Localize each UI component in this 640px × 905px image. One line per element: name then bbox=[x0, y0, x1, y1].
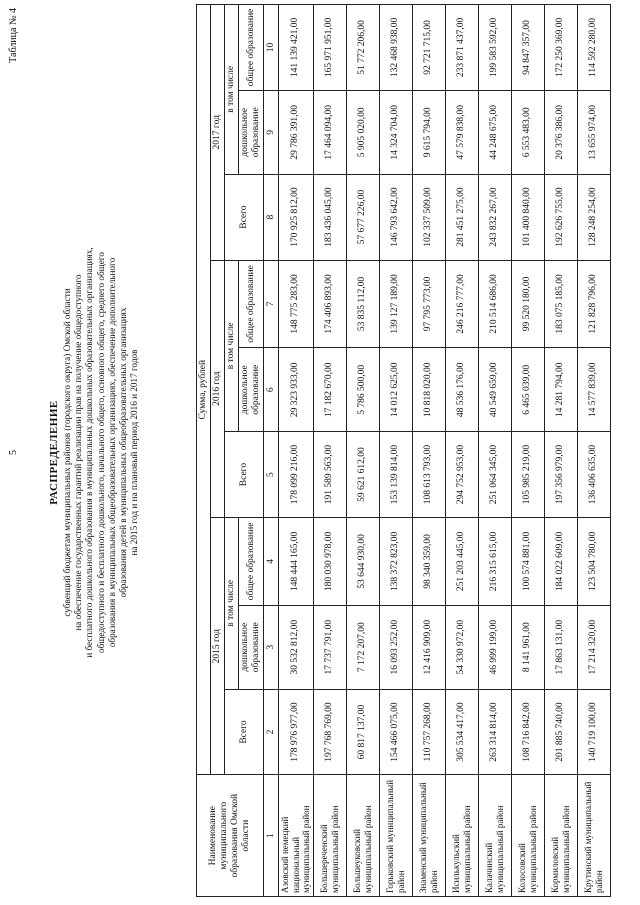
amount-cell: 59 621 612,00 bbox=[346, 432, 379, 518]
table-row bbox=[346, 5, 379, 897]
amount-cell: 146 793 642,00 bbox=[379, 174, 412, 260]
amount-cell: 17 464 094,00 bbox=[313, 90, 346, 174]
amount-cell: 12 416 909,00 bbox=[412, 605, 445, 689]
table-row bbox=[379, 5, 412, 897]
amount-cell: 184 022 609,00 bbox=[544, 517, 577, 605]
amount-cell: 183 436 045,00 bbox=[313, 174, 346, 260]
title-line: на обеспечение государственных гарантий реализации прав на получение общедоступного bbox=[73, 274, 84, 631]
amount-cell: 140 719 100,00 bbox=[577, 689, 610, 775]
amount-cell: 6 465 039,00 bbox=[511, 348, 544, 432]
amount-cell: 121 828 796,00 bbox=[577, 260, 610, 348]
amount-cell: 251 064 345,00 bbox=[478, 432, 511, 518]
amount-cell: 94 847 357,00 bbox=[511, 5, 544, 91]
year-header: 2017 год bbox=[211, 5, 225, 261]
amount-cell: 172 250 369,00 bbox=[544, 5, 577, 91]
amount-cell: 138 372 823,00 bbox=[379, 517, 412, 605]
amount-cell: 148 775 283,00 bbox=[279, 260, 314, 348]
year-header: 2015 год bbox=[211, 517, 225, 774]
amount-cell: 216 315 615,00 bbox=[478, 517, 511, 605]
municipality-name: Колосовский муниципальный район bbox=[511, 775, 544, 897]
table-row bbox=[313, 5, 346, 897]
total-header: Всего bbox=[225, 432, 264, 518]
amount-cell: 5 786 500,00 bbox=[346, 348, 379, 432]
amount-cell: 154 466 075,00 bbox=[379, 689, 412, 775]
municipality-name: Горьковский муниципальный район bbox=[379, 775, 412, 897]
amount-cell: 136 406 635,00 bbox=[577, 432, 610, 518]
column-index: 3 bbox=[264, 605, 279, 689]
title-block bbox=[48, 95, 140, 810]
table-row bbox=[511, 5, 544, 897]
table-row bbox=[478, 5, 511, 897]
amount-cell: 174 406 893,00 bbox=[313, 260, 346, 348]
amount-cell: 192 626 755,00 bbox=[544, 174, 577, 260]
municipality-name: Азовский немецкий национальный муниципальный район bbox=[279, 775, 314, 897]
page-number: 5 bbox=[8, 450, 19, 455]
municipality-name: Исилькульский муниципальный район bbox=[445, 775, 478, 897]
preschool-header: дошкольное образование bbox=[239, 348, 264, 432]
amount-cell: 14 324 704,00 bbox=[379, 90, 412, 174]
column-index: 5 bbox=[264, 432, 279, 518]
amount-cell: 165 971 951,00 bbox=[313, 5, 346, 91]
column-index: 9 bbox=[264, 90, 279, 174]
amount-cell: 48 536 176,00 bbox=[445, 348, 478, 432]
amount-cell: 9 615 794,00 bbox=[412, 90, 445, 174]
amount-cell: 10 818 020,00 bbox=[412, 348, 445, 432]
amount-cell: 92 721 715,00 bbox=[412, 5, 445, 91]
amount-cell: 51 772 206,00 bbox=[346, 5, 379, 91]
municipality-name: Крутинский муниципальный район bbox=[577, 775, 610, 897]
preschool-header: дошкольное образование bbox=[239, 90, 264, 174]
amount-cell: 210 514 686,00 bbox=[478, 260, 511, 348]
amount-cell: 141 139 421,00 bbox=[279, 5, 314, 91]
title-line: образования детей в муниципальных общеобразовательных организациях bbox=[118, 307, 129, 598]
amount-cell: 8 141 961,00 bbox=[511, 605, 544, 689]
amount-cell: 197 768 769,00 bbox=[313, 689, 346, 775]
amount-cell: 14 012 625,00 bbox=[379, 348, 412, 432]
municipality-name: Большеуковский муниципальный район bbox=[346, 775, 379, 897]
amount-cell: 123 504 780,00 bbox=[577, 517, 610, 605]
amount-cell: 53 835 112,00 bbox=[346, 260, 379, 348]
table-row bbox=[544, 5, 577, 897]
amount-cell: 132 468 938,00 bbox=[379, 5, 412, 91]
amount-cell: 153 139 814,00 bbox=[379, 432, 412, 518]
amount-cell: 13 655 974,00 bbox=[577, 90, 610, 174]
column-index: 6 bbox=[264, 348, 279, 432]
amount-cell: 183 075 185,00 bbox=[544, 260, 577, 348]
amount-cell: 30 532 812,00 bbox=[279, 605, 314, 689]
table-row bbox=[445, 5, 478, 897]
column-index: 4 bbox=[264, 517, 279, 605]
year-header: 2016 год bbox=[211, 260, 225, 517]
amount-cell: 148 444 165,00 bbox=[279, 517, 314, 605]
total-header: Всего bbox=[225, 174, 264, 260]
amount-cell: 108 716 842,00 bbox=[511, 689, 544, 775]
amount-cell: 199 583 592,00 bbox=[478, 5, 511, 91]
amount-cell: 54 330 972,00 bbox=[445, 605, 478, 689]
column-index: 2 bbox=[264, 689, 279, 775]
amount-cell: 170 925 812,00 bbox=[279, 174, 314, 260]
including-header: в том числе bbox=[225, 260, 239, 432]
amount-cell: 233 871 437,00 bbox=[445, 5, 478, 91]
title-line: общедоступного и бесплатного дошкольного, начального общего, основного общего, среднего общего bbox=[95, 252, 106, 653]
amount-cell: 108 613 793,00 bbox=[412, 432, 445, 518]
amount-cell: 7 172 207,00 bbox=[346, 605, 379, 689]
amount-cell: 17 863 131,00 bbox=[544, 605, 577, 689]
column-index: 1 bbox=[264, 775, 279, 897]
amount-cell: 6 553 483,00 bbox=[511, 90, 544, 174]
column-index: 7 bbox=[264, 260, 279, 348]
municipality-name: Знаменский муниципальный район bbox=[412, 775, 445, 897]
amount-cell: 46 999 199,00 bbox=[478, 605, 511, 689]
column-index: 8 bbox=[264, 174, 279, 260]
amount-cell: 102 337 509,00 bbox=[412, 174, 445, 260]
amount-cell: 16 093 252,00 bbox=[379, 605, 412, 689]
amount-cell: 191 589 563,00 bbox=[313, 432, 346, 518]
amount-cell: 17 182 670,00 bbox=[313, 348, 346, 432]
amount-cell: 263 314 814,00 bbox=[478, 689, 511, 775]
title-line: на 2015 год и на плановый период 2016 и 2017 годов bbox=[129, 349, 140, 556]
amount-cell: 60 817 137,00 bbox=[346, 689, 379, 775]
preschool-header: дошкольное образование bbox=[239, 605, 264, 689]
amount-cell: 29 323 933,00 bbox=[279, 348, 314, 432]
table-row bbox=[577, 5, 610, 897]
amount-cell: 294 752 953,00 bbox=[445, 432, 478, 518]
amount-cell: 101 400 840,00 bbox=[511, 174, 544, 260]
amount-cell: 40 549 659,00 bbox=[478, 348, 511, 432]
municipality-column-header: Наименование муниципального образования Омской области bbox=[197, 775, 264, 897]
amount-cell: 17 737 791,00 bbox=[313, 605, 346, 689]
general-header: общее образование bbox=[239, 5, 264, 91]
amount-cell: 100 574 881,00 bbox=[511, 517, 544, 605]
amount-cell: 197 356 979,00 bbox=[544, 432, 577, 518]
general-header: общее образование bbox=[239, 517, 264, 605]
amount-cell: 99 520 180,00 bbox=[511, 260, 544, 348]
amount-cell: 128 248 254,00 bbox=[577, 174, 610, 260]
amount-cell: 14 281 794,00 bbox=[544, 348, 577, 432]
amount-cell: 201 885 740,00 bbox=[544, 689, 577, 775]
amount-cell: 44 248 675,00 bbox=[478, 90, 511, 174]
table-row bbox=[412, 5, 445, 897]
amount-cell: 281 451 275,00 bbox=[445, 174, 478, 260]
title-line: и бесплатного дошкольного образования в муниципальных дошкольных образовательных организациях, bbox=[84, 247, 95, 658]
total-header: Всего bbox=[225, 689, 264, 775]
amount-cell: 97 795 773,00 bbox=[412, 260, 445, 348]
amount-cell: 105 985 219,00 bbox=[511, 432, 544, 518]
column-index: 10 bbox=[264, 5, 279, 91]
distribution-table bbox=[196, 4, 611, 897]
amount-cell: 14 577 839,00 bbox=[577, 348, 610, 432]
table-number: Таблица № 4 bbox=[8, 8, 19, 63]
including-header: в том числе bbox=[225, 5, 239, 175]
including-header: в том числе bbox=[225, 517, 239, 689]
document-heading: РАСПРЕДЕЛЕНИЕ bbox=[48, 400, 60, 505]
table-row bbox=[279, 5, 314, 897]
general-header: общее образование bbox=[239, 260, 264, 348]
amount-cell: 53 644 930,00 bbox=[346, 517, 379, 605]
sum-header: Сумма, рублей bbox=[197, 5, 211, 775]
amount-cell: 251 203 445,00 bbox=[445, 517, 478, 605]
title-line: субвенций бюджетам муниципальных районов (городского округа) Омской области bbox=[62, 288, 72, 617]
amount-cell: 5 905 020,00 bbox=[346, 90, 379, 174]
amount-cell: 20 376 386,00 bbox=[544, 90, 577, 174]
title-line: образования в муниципальных общеобразовательных организациях, обеспечение дополнительного bbox=[106, 257, 117, 648]
amount-cell: 139 127 189,00 bbox=[379, 260, 412, 348]
amount-cell: 114 592 280,00 bbox=[577, 5, 610, 91]
amount-cell: 305 534 417,00 bbox=[445, 689, 478, 775]
amount-cell: 57 677 226,00 bbox=[346, 174, 379, 260]
amount-cell: 246 216 777,00 bbox=[445, 260, 478, 348]
municipality-name: Большереченский муниципальный район bbox=[313, 775, 346, 897]
amount-cell: 17 214 320,00 bbox=[577, 605, 610, 689]
amount-cell: 178 976 977,00 bbox=[279, 689, 314, 775]
municipality-name: Кормиловский муниципальный район bbox=[544, 775, 577, 897]
municipality-name: Калачинский муниципальный район bbox=[478, 775, 511, 897]
amount-cell: 29 786 391,00 bbox=[279, 90, 314, 174]
amount-cell: 110 757 268,00 bbox=[412, 689, 445, 775]
amount-cell: 98 340 359,00 bbox=[412, 517, 445, 605]
amount-cell: 180 030 978,00 bbox=[313, 517, 346, 605]
amount-cell: 243 832 267,00 bbox=[478, 174, 511, 260]
amount-cell: 178 099 216,00 bbox=[279, 432, 314, 518]
amount-cell: 47 579 838,00 bbox=[445, 90, 478, 174]
column-index-row bbox=[264, 5, 279, 897]
